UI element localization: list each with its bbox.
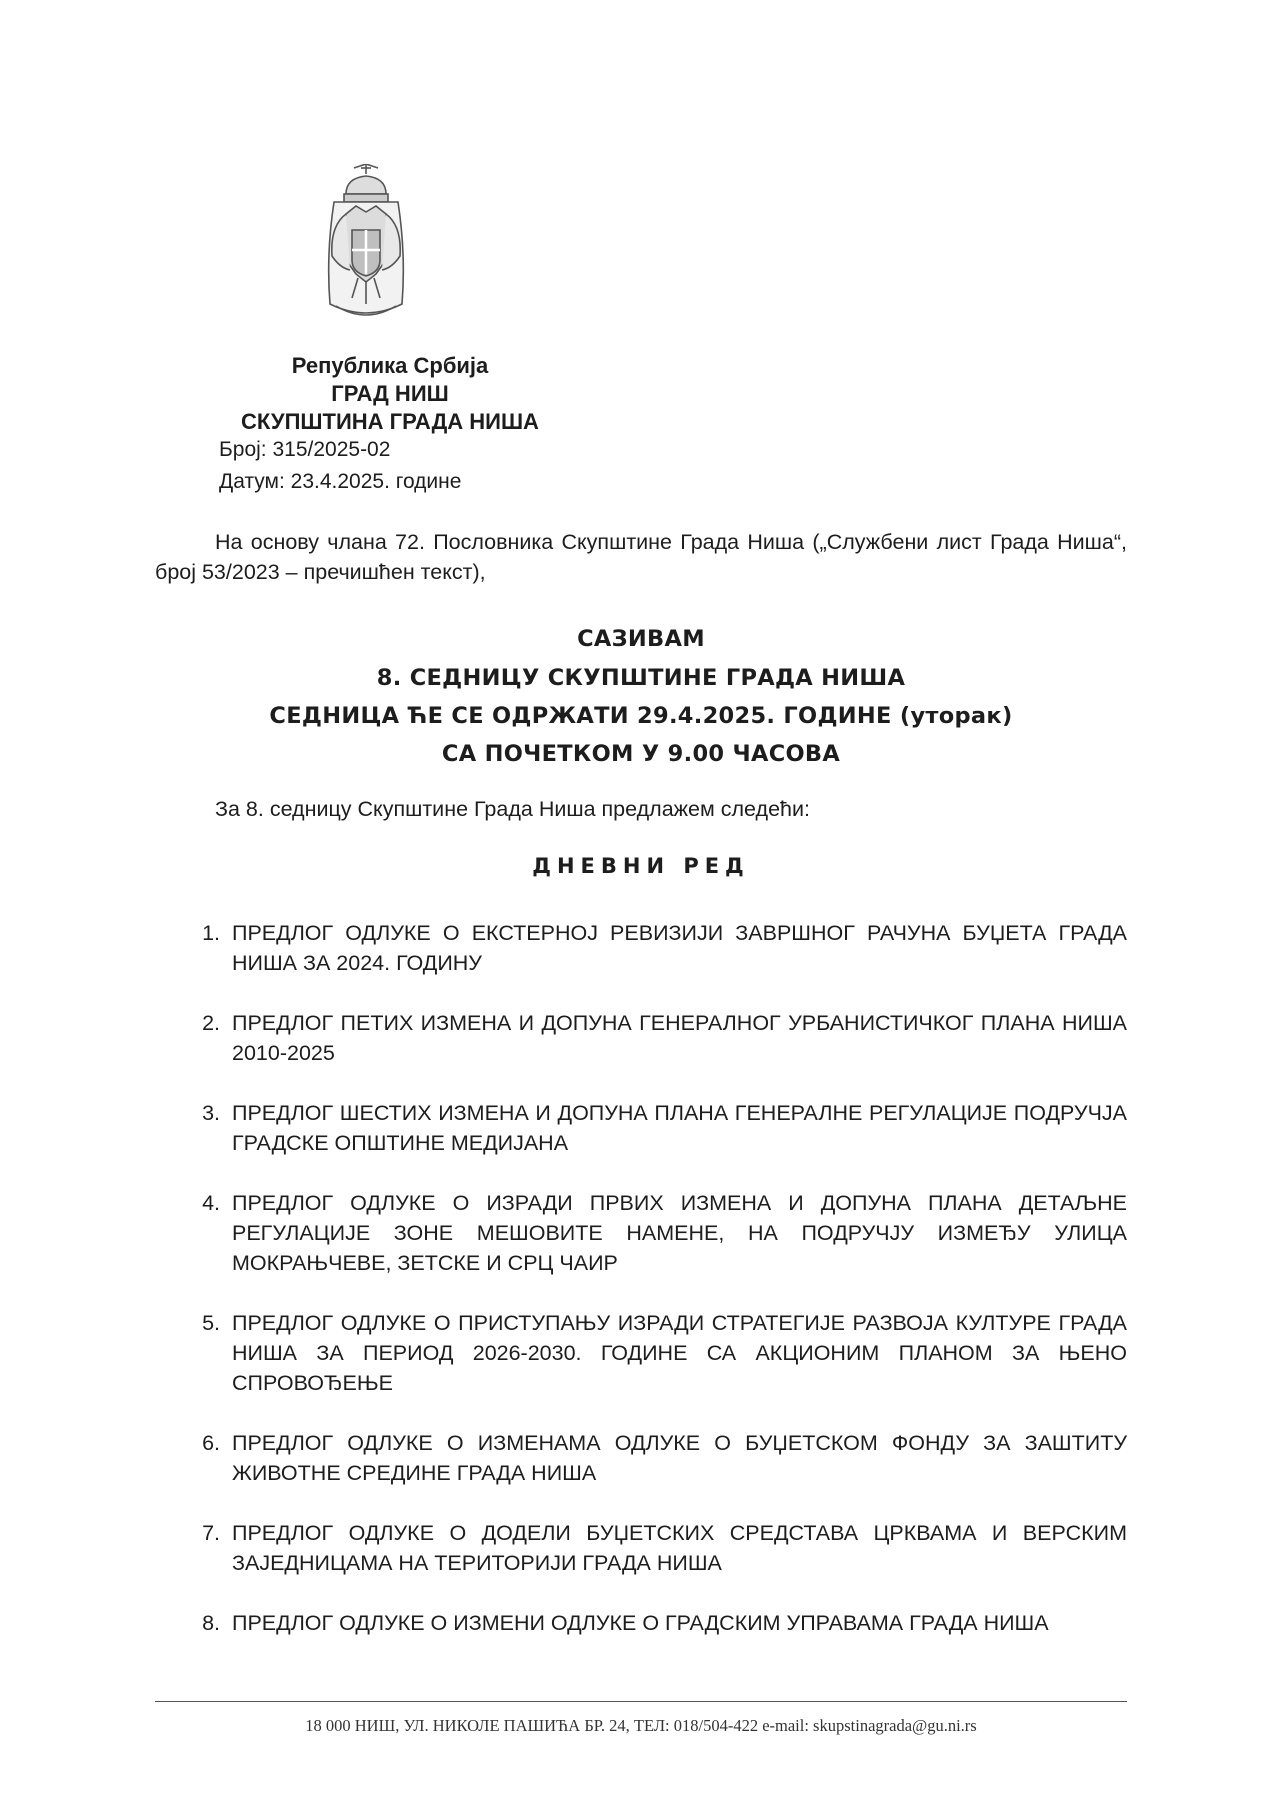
footer-address: 18 000 НИШ, УЛ. НИКОЛЕ ПАШИЋА БР. 24, ТЕЛ: 018/504-422 e-mail: skupstinagrada@gu.ni.rs [305,1716,977,1735]
agenda-item-text: ПРЕДЛОГ ОДЛУКЕ О ИЗМЕНАМА ОДЛУКЕ О БУЏЕТСКОМ ФОНДУ ЗА ЗАШТИТУ ЖИВОТНЕ СРЕДИНЕ ГРАДА НИША [232,1431,1127,1485]
agenda-item [190,1428,1127,1488]
agenda-item-number: 6. [202,1431,220,1455]
document-date: Датум: 23.4.2025. године [219,470,462,493]
footer-divider [155,1701,1127,1702]
agenda-item-text: ПРЕДЛОГ ОДЛУКЕ О ДОДЕЛИ БУЏЕТСКИХ СРЕДСТАВА ЦРКВАМА И ВЕРСКИМ ЗАЈЕДНИЦАМА НА ТЕРИТОРИЈИ ГРАДА НИША [232,1521,1127,1575]
convening-heading: САЗИВАМ [577,626,705,652]
agenda-item-number: 5. [202,1311,220,1335]
country-name: Република Србија [291,353,489,378]
agenda-item [190,1188,1127,1278]
agenda-item [190,918,1127,978]
serbian-coat-of-arms-icon [316,164,416,334]
agenda-item-text: ПРЕДЛОГ ОДЛУКЕ О ПРИСТУПАЊУ ИЗРАДИ СТРАТЕГИЈЕ РАЗВОЈА КУЛТУРЕ ГРАДА НИША ЗА ПЕРИОД 2026-2030. ГОДИНЕ СА АКЦИОНИМ ПЛАНОМ ЗА ЊЕНО СПРОВОЂЕЊЕ [232,1311,1127,1395]
agenda-list [190,918,1127,1668]
agenda-item-number: 8. [202,1611,220,1635]
agenda-item-number: 4. [202,1191,220,1215]
agenda-intro: За 8. седницу Скупштине Града Ниша предлажем следећи: [215,797,810,821]
agenda-title: ДНЕВНИ РЕД [532,854,750,878]
agenda-item-text: ПРЕДЛОГ ОДЛУКЕ О ИЗМЕНИ ОДЛУКЕ О ГРАДСКИМ УПРАВАМА ГРАДА НИША [232,1611,1049,1635]
agenda-item-number: 3. [202,1101,220,1125]
agenda-item-number: 7. [202,1521,220,1545]
agenda-item-text: ПРЕДЛОГ ПЕТИХ ИЗМЕНА И ДОПУНА ГЕНЕРАЛНОГ УРБАНИСТИЧКОГ ПЛАНА НИША 2010-2025 [232,1011,1127,1065]
agenda-item-number: 1. [202,921,220,945]
assembly-name: СКУПШТИНА ГРАДА НИША [241,409,539,434]
agenda-item [190,1008,1127,1068]
agenda-item-text: ПРЕДЛОГ ОДЛУКЕ О ЕКСТЕРНОЈ РЕВИЗИЈИ ЗАВРШНОГ РАЧУНА БУЏЕТА ГРАДА НИША ЗА 2024. ГОДИНУ [232,921,1127,975]
agenda-item [190,1098,1127,1158]
agenda-item-text: ПРЕДЛОГ ОДЛУКЕ О ИЗРАДИ ПРВИХ ИЗМЕНА И ДОПУНА ПЛАНА ДЕТАЉНЕ РЕГУЛАЦИЈЕ ЗОНЕ МЕШОВИТЕ НАМЕНЕ, НА ПОДРУЧЈУ ИЗМЕЂУ УЛИЦА МОКРАЊЧЕВЕ, ЗЕТСКЕ И СРЦ ЧАИР [232,1191,1127,1275]
agenda-item [190,1608,1127,1638]
session-time: СА ПОЧЕТКОМ У 9.00 ЧАСОВА [441,741,841,767]
agenda-item-number: 2. [202,1011,220,1035]
agenda-item-text: ПРЕДЛОГ ШЕСТИХ ИЗМЕНА И ДОПУНА ПЛАНА ГЕНЕРАЛНЕ РЕГУЛАЦИЈЕ ПОДРУЧЈА ГРАДСКЕ ОПШТИНЕ МЕДИЈАНА [232,1101,1127,1155]
session-date: СЕДНИЦА ЋЕ СЕ ОДРЖАТИ 29.4.2025. ГОДИНЕ (уторак) [269,703,1013,729]
city-name: ГРАД НИШ [331,381,449,406]
agenda-item [190,1518,1127,1578]
session-title: 8. СЕДНИЦУ СКУПШТИНЕ ГРАДА НИША [376,665,906,691]
legal-basis-paragraph: На основу члана 72. Пословника Скупштине Града Ниша („Службени лист Града Ниша“, број 53/2023 – пречишћен текст), [155,530,1127,584]
agenda-item [190,1308,1127,1398]
document-number: Број: 315/2025-02 [219,438,391,461]
